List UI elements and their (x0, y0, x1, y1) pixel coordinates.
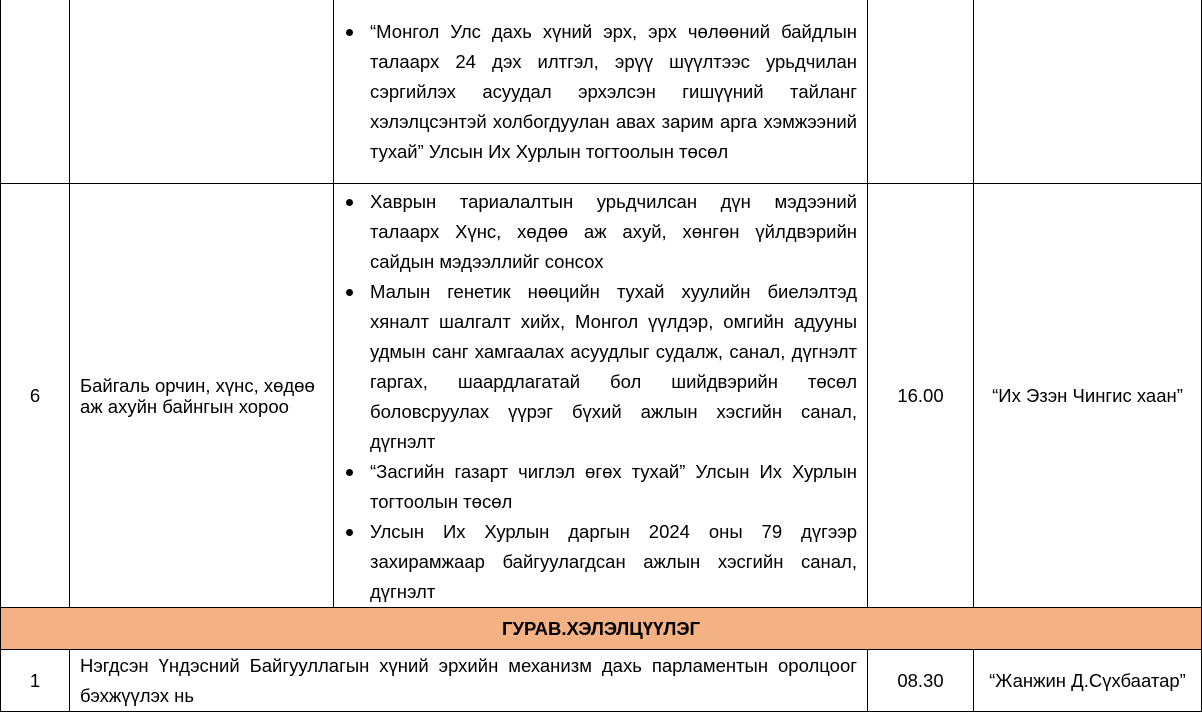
meeting-room: “Жанжин Д.Сүхбаатар” (974, 650, 1202, 712)
committee-name (70, 0, 334, 184)
agenda-list (334, 185, 867, 607)
agenda-item: “Монгол Улс дахь хүний эрх, эрх чөлөөний байдлын талаарх 24 дэх илтгэл, эрүү шүүлтээс урьдчилан сэргийлэх асуудал эрхэлсэн гишүүний тайланг хэлэлцсэнтэй холбогдуулан авах зарим арга хэмжээний тухай” Улсын Их Хурлын тогтоолын төсөл (334, 17, 857, 167)
meeting-time: 08.30 (868, 650, 974, 712)
meeting-room: “Их Эзэн Чингис хаан” (974, 184, 1202, 608)
table-row (1, 0, 1202, 184)
meeting-room (974, 0, 1202, 184)
meeting-time (868, 0, 974, 184)
agenda-item: Улсын Их Хурлын даргын 2024 оны 79 дүгээр захирамжаар байгуулагдсан ажлын хэсгийн санал, дүгнэлт (334, 517, 857, 607)
agenda-item: Малын генетик нөөцийн тухай хуулийн биелэлтэд хяналт шалгалт хийх, Монгол үүлдэр, омгийн адууны удмын санг хамгаалах асуудлыг судалж, санал, дүгнэлт гаргах, шаардлагатай бол шийдвэрийн төсөл боловсруулах үүрэг бүхий ажлын хэсгийн санал, дүгнэлт (334, 277, 857, 457)
agenda-items-cell (334, 0, 868, 184)
committee-name: Байгаль орчин, хүнс, хөдөө аж ахуйн байнгын хороо (70, 184, 334, 608)
agenda-item: Хаврын тариалалтын урьдчилсан дүн мэдээний талаарх Хүнс, хөдөө аж ахуй, хөнгөн үйлдвэрийн сайдын мэдээллийг сонсох (334, 187, 857, 277)
discussion-topic: Нэгдсэн Үндэсний Байгууллагын хүний эрхийн механизм дахь парламентын оролцоог бэхжүүлэх нь (70, 650, 868, 712)
meeting-time: 16.00 (868, 184, 974, 608)
agenda-list (334, 15, 867, 167)
table-row (1, 650, 1202, 712)
agenda-item: “Засгийн газарт чиглэл өгөх тухай” Улсын Их Хурлын тогтоолын төсөл (334, 457, 857, 517)
section-title: ГУРАВ.ХЭЛЭЛЦҮҮЛЭГ (1, 608, 1202, 650)
agenda-items-cell (334, 184, 868, 608)
row-number: 6 (1, 184, 70, 608)
table-row (1, 184, 1202, 608)
row-number: 1 (1, 650, 70, 712)
section-header-row (1, 608, 1202, 650)
row-number (1, 0, 70, 184)
